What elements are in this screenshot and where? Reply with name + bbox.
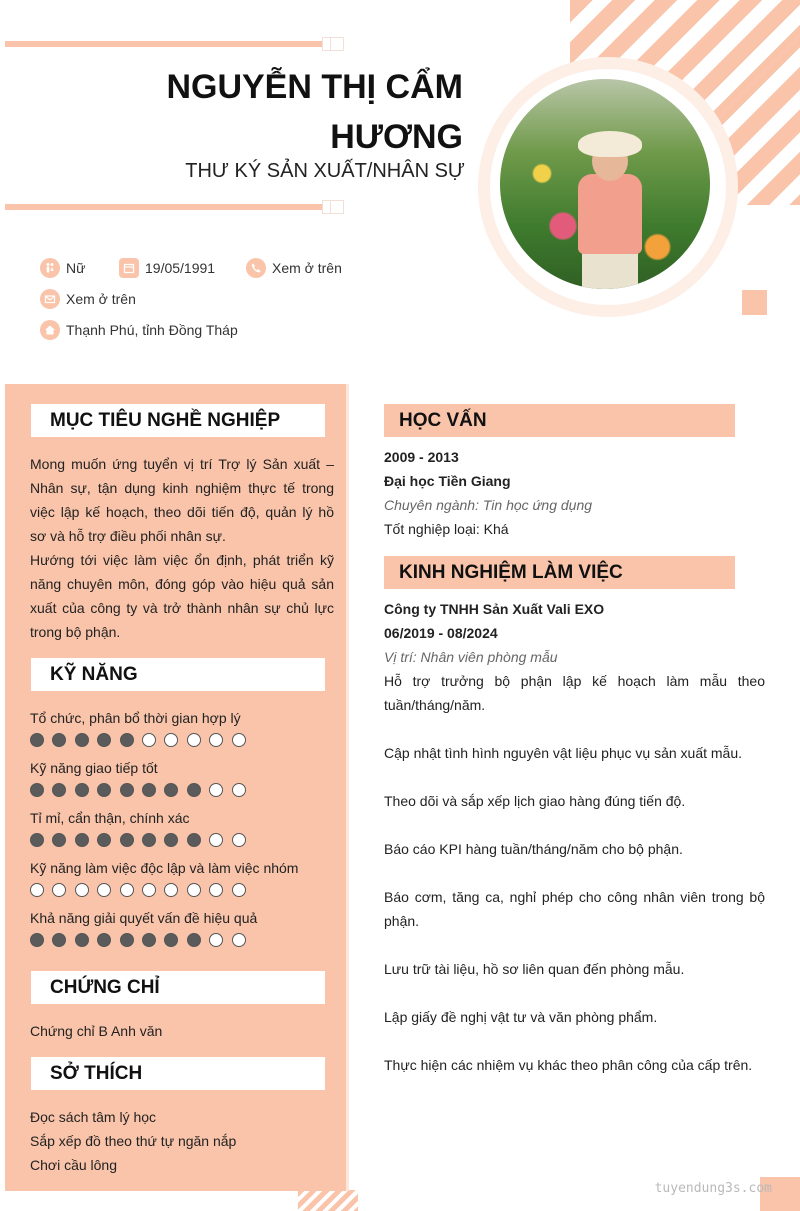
skills-title: KỸ NĂNG <box>31 658 325 691</box>
profile-photo <box>500 79 710 289</box>
rating-dot-empty <box>142 733 156 747</box>
rating-dot-empty <box>120 883 134 897</box>
contact-address <box>40 320 238 340</box>
email-icon <box>40 289 60 309</box>
skill-name: Tỉ mỉ, cẩn thận, chính xác <box>30 810 190 826</box>
rating-dot-filled <box>75 933 89 947</box>
duty-item: Lưu trữ tài liệu, hồ sơ liên quan đến phòng mẫu. <box>384 961 685 977</box>
experience-position: Vị trí: Nhân viên phòng mẫu <box>384 649 558 665</box>
hobby-item: Sắp xếp đồ theo thứ tự ngăn nắp <box>30 1133 237 1149</box>
rating-dot-filled <box>30 733 44 747</box>
objective-paragraph-2: Hướng tới việc làm việc ổn định, phát triển kỹ năng chuyên môn, đóng góp vào hiệu quả sản xuất của công ty và trở thành nhân sự chủ lực trong bộ phận. <box>30 552 334 640</box>
rating-dot-empty <box>209 783 223 797</box>
rating-dot-empty <box>187 733 201 747</box>
rating-dot-filled <box>120 833 134 847</box>
contact-email <box>40 289 136 309</box>
header-bar-cap <box>330 200 344 214</box>
education-major: Chuyên ngành: Tin học ứng dụng <box>384 497 593 513</box>
rating-dot-filled <box>142 933 156 947</box>
rating-dot-empty <box>232 733 246 747</box>
education-period: 2009 - 2013 <box>384 449 459 465</box>
education-grade: Tốt nghiệp loại: Khá <box>384 521 509 537</box>
hobby-item: Chơi cầu lông <box>30 1157 118 1173</box>
duty-item: Thực hiện các nhiệm vụ khác theo phân công của cấp trên. <box>384 1057 753 1073</box>
duty-item: Lập giấy đề nghị vật tư và văn phòng phẩm. <box>384 1009 658 1025</box>
skill-rating <box>30 883 254 897</box>
decorative-stripes <box>298 1190 358 1211</box>
home-icon <box>40 320 60 340</box>
duty-item: Theo dõi và sắp xếp lịch giao hàng đúng tiến độ. <box>384 793 686 809</box>
rating-dot-filled <box>52 833 66 847</box>
rating-dot-empty <box>232 783 246 797</box>
watermark: tuyendung3s.com <box>654 1181 772 1196</box>
rating-dot-filled <box>97 933 111 947</box>
education-school: Đại học Tiền Giang <box>384 473 511 489</box>
rating-dot-empty <box>30 883 44 897</box>
gender-icon <box>40 258 60 278</box>
duty-item: Hỗ trợ trưởng bộ phận lập kế hoạch làm mẫu theo tuần/tháng/năm. <box>384 673 765 713</box>
skill-name: Khả năng giải quyết vấn đề hiệu quả <box>30 910 258 926</box>
skill-rating <box>30 833 254 847</box>
header-bar-top <box>5 41 330 47</box>
calendar-icon <box>119 258 139 278</box>
experience-company: Công ty TNHH Sản Xuất Vali EXO <box>384 601 605 617</box>
rating-dot-filled <box>97 783 111 797</box>
objective-paragraph-1: Mong muốn ứng tuyển vị trí Trợ lý Sản xuất – Nhân sự, tận dụng kinh nghiệm thực tế trong việc lập kế hoạch, theo dõi tiến độ, quản lý hồ sơ và hỗ trợ điều phối nhân sự. <box>30 456 334 544</box>
contact-phone <box>246 258 342 278</box>
email-value[interactable]: Xem ở trên <box>66 291 136 307</box>
header-bar-cap <box>330 37 344 51</box>
skill-rating <box>30 933 254 947</box>
duty-item: Báo cơm, tăng ca, nghỉ phép cho công nhân viên trong bộ phận. <box>384 889 765 929</box>
hobbies-title: SỞ THÍCH <box>31 1057 325 1090</box>
name-line-1: NGUYỄN THỊ CẨM <box>166 68 463 106</box>
skill-name: Kỹ năng giao tiếp tốt <box>30 760 158 776</box>
rating-dot-filled <box>187 833 201 847</box>
rating-dot-empty <box>164 883 178 897</box>
candidate-name <box>83 62 463 162</box>
rating-dot-filled <box>120 933 134 947</box>
duty-item: Cập nhật tình hình nguyên vật liệu phục vụ sản xuất mẫu. <box>384 745 743 761</box>
birthday-value: 19/05/1991 <box>145 260 216 276</box>
rating-dot-filled <box>120 783 134 797</box>
header-bar-bottom <box>5 204 330 210</box>
rating-dot-filled <box>52 783 66 797</box>
objective-title: MỤC TIÊU NGHỀ NGHIỆP <box>31 404 325 437</box>
rating-dot-empty <box>142 883 156 897</box>
left-column-shadow <box>346 384 349 1191</box>
education-title: HỌC VẤN <box>384 404 735 437</box>
hobby-item: Đọc sách tâm lý học <box>30 1109 157 1125</box>
job-title: THƯ KÝ SẢN XUẤT/NHÂN SỰ <box>185 160 465 182</box>
rating-dot-empty <box>97 883 111 897</box>
address-value: Thạnh Phú, tỉnh Đồng Tháp <box>66 322 238 338</box>
skill-name: Kỹ năng làm việc độc lập và làm việc nhóm <box>30 860 299 876</box>
phone-icon <box>246 258 266 278</box>
contact-gender <box>40 258 85 278</box>
rating-dot-empty <box>209 733 223 747</box>
certificate-item: Chứng chỉ B Anh văn <box>30 1023 163 1039</box>
rating-dot-filled <box>164 933 178 947</box>
name-line-2: HƯƠNG <box>330 118 463 156</box>
rating-dot-empty <box>187 883 201 897</box>
rating-dot-empty <box>164 733 178 747</box>
rating-dot-filled <box>164 833 178 847</box>
rating-dot-filled <box>120 733 134 747</box>
rating-dot-empty <box>232 833 246 847</box>
rating-dot-filled <box>97 733 111 747</box>
skill-name: Tổ chức, phân bổ thời gian hợp lý <box>30 710 241 726</box>
rating-dot-empty <box>209 883 223 897</box>
rating-dot-filled <box>187 933 201 947</box>
duty-item: Báo cáo KPI hàng tuần/tháng/năm cho bộ phận. <box>384 841 683 857</box>
certificates-title: CHỨNG CHỈ <box>31 971 325 1004</box>
rating-dot-filled <box>164 783 178 797</box>
rating-dot-filled <box>52 733 66 747</box>
rating-dot-filled <box>30 783 44 797</box>
rating-dot-filled <box>30 833 44 847</box>
rating-dot-filled <box>75 733 89 747</box>
experience-period: 06/2019 - 08/2024 <box>384 625 498 641</box>
experience-title: KINH NGHIỆM LÀM VIỆC <box>384 556 735 589</box>
gender-value: Nữ <box>66 260 86 276</box>
rating-dot-filled <box>52 933 66 947</box>
skill-rating <box>30 783 254 797</box>
rating-dot-empty <box>232 933 246 947</box>
rating-dot-empty <box>209 933 223 947</box>
rating-dot-empty <box>232 883 246 897</box>
rating-dot-filled <box>142 783 156 797</box>
rating-dot-filled <box>142 833 156 847</box>
decorative-square <box>742 290 767 315</box>
contact-birthday <box>119 258 215 278</box>
rating-dot-empty <box>52 883 66 897</box>
rating-dot-filled <box>30 933 44 947</box>
rating-dot-filled <box>75 833 89 847</box>
rating-dot-empty <box>209 833 223 847</box>
phone-value[interactable]: Xem ở trên <box>272 260 342 276</box>
rating-dot-filled <box>187 783 201 797</box>
rating-dot-filled <box>97 833 111 847</box>
rating-dot-empty <box>75 883 89 897</box>
skill-rating <box>30 733 254 747</box>
rating-dot-filled <box>75 783 89 797</box>
